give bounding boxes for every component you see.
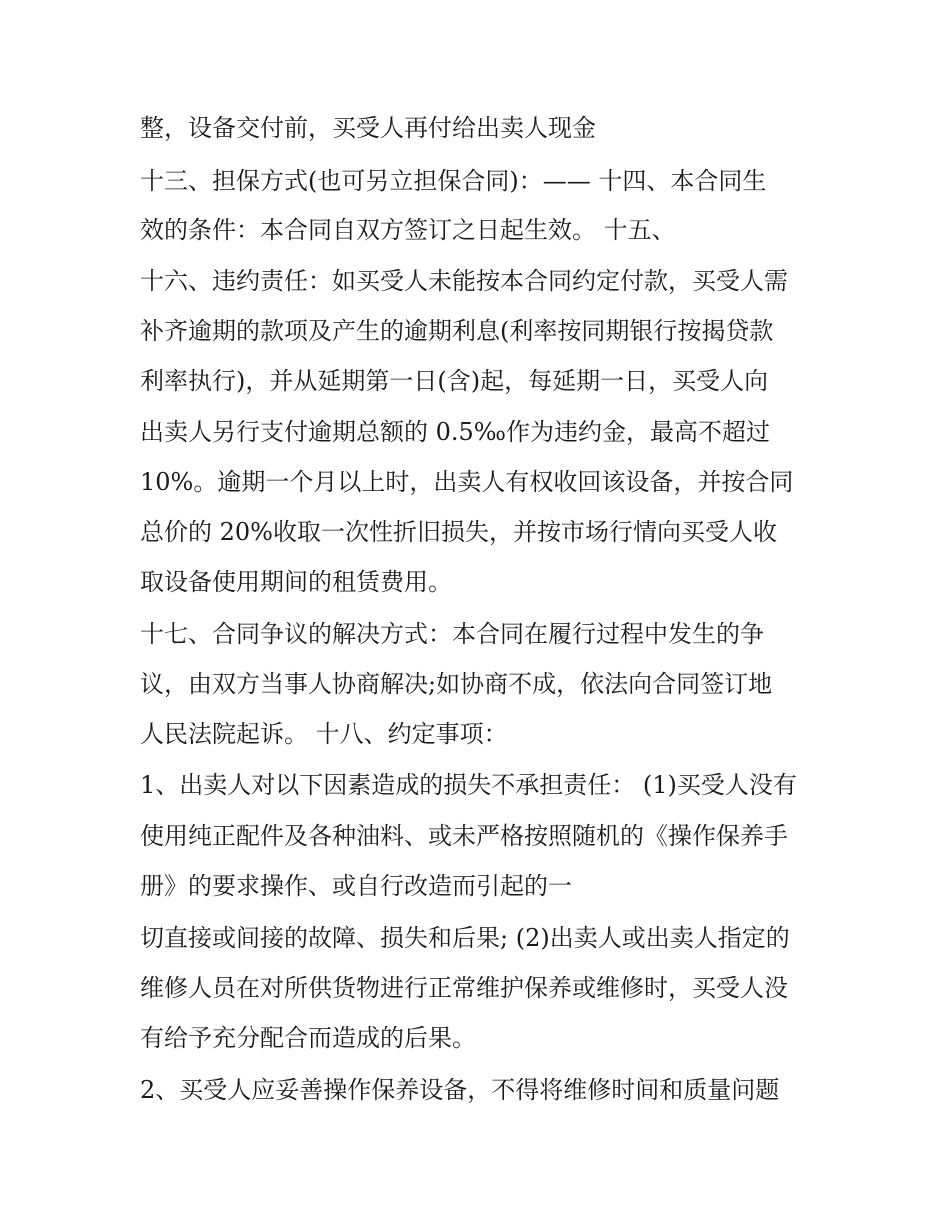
text-line: 维修人员在对所供货物进行正常维护保养或维修时，买受人没 <box>140 974 788 1002</box>
text-line: 册》的要求操作、或自行改造而引起的一 <box>140 872 572 900</box>
text-line: 2、买受人应妥善操作保养设备，不得将维修时间和质量问题 <box>140 1076 780 1104</box>
text-line: 总价的 20%收取一次性折旧损失，并按市场行情向买受人收 <box>140 518 777 546</box>
text-line: 出卖人另行支付逾期总额的 0.5‰作为违约金，最高不超过 <box>140 418 770 446</box>
text-line: 议，由双方当事人协商解决;如协商不成，依法向合同签订地 <box>140 670 773 698</box>
text-line: 使用纯正配件及各种油料、或未严格按照随机的《操作保养手 <box>140 822 788 850</box>
text-line: 取设备使用期间的租赁费用。 <box>140 568 452 596</box>
text-line: 十七、合同争议的解决方式：本合同在履行过程中发生的争 <box>140 620 764 648</box>
text-line: 人民法院起诉。 十八、约定事项： <box>140 720 508 748</box>
text-line: 1、出卖人对以下因素造成的损失不承担责任： (1)买受人没有 <box>140 771 797 799</box>
text-line: 效的条件：本合同自双方签订之日起生效。 十五、 <box>140 216 676 244</box>
text-line: 十六、违约责任：如买受人未能按本合同约定付款，买受人需 <box>140 267 788 295</box>
text-line: 利率执行)，并从延期第一日(含)起，每延期一日，买受人向 <box>140 367 769 395</box>
text-line: 10%。逾期一个月以上时，出卖人有权收回该设备，并按合同 <box>140 468 794 496</box>
text-line: 有给予充分配合而造成的后果。 <box>140 1024 476 1052</box>
text-line: 整，设备交付前，买受人再付给出卖人现金 <box>140 114 596 142</box>
text-line: 切直接或间接的故障、损失和后果; (2)出卖人或出卖人指定的 <box>140 924 790 952</box>
text-line: 十三、担保方式(也可另立担保合同)：—— 十四、本合同生 <box>140 167 767 195</box>
text-line: 补齐逾期的款项及产生的逾期利息(利率按同期银行按揭贷款 <box>140 317 774 345</box>
